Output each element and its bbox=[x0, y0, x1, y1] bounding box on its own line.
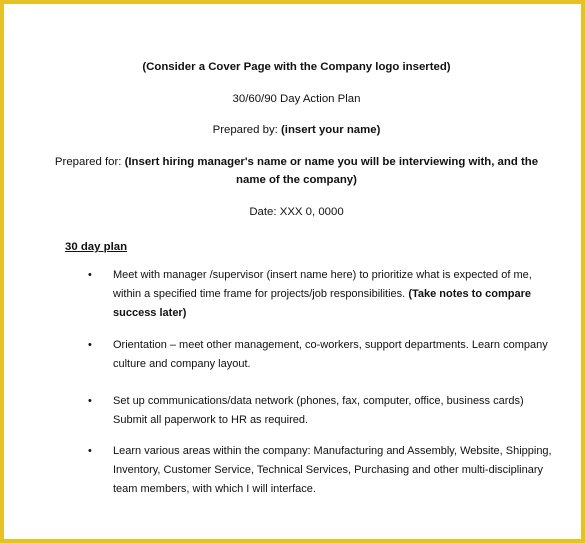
prepared-by-value: (insert your name) bbox=[281, 124, 381, 136]
bullet-icon: • bbox=[88, 269, 92, 281]
bullet-item-1-text: Meet with manager /supervisor (insert name here) to prioritize what is expected of me, within a specified time frame for projects/job responsibilities. bbox=[113, 269, 532, 300]
bullet-item-1 bbox=[113, 266, 553, 323]
bullet-item-1-note: (Take notes to compare success later) bbox=[113, 288, 531, 319]
prepared-for-line bbox=[8, 154, 585, 171]
cover-note: (Consider a Cover Page with the Company logo inserted) bbox=[142, 61, 451, 73]
bullet-item-3: Set up communications/data network (phones, fax, computer, office, business cards) Submit all paperwork to HR as required. bbox=[113, 395, 524, 426]
date-value: XXX 0, 0000 bbox=[279, 206, 344, 218]
prepared-for-value-cont: name of the company) bbox=[236, 174, 357, 186]
bullet-icon: • bbox=[88, 339, 92, 351]
date-label: Date: bbox=[249, 206, 277, 218]
bullet-icon: • bbox=[88, 445, 92, 457]
bullet-item-2: Orientation – meet other management, co-workers, support departments. Learn company culture and company layout. bbox=[113, 339, 548, 370]
bullet-item-4: Learn various areas within the company: Manufacturing and Assembly, Website, Shipping, Inventory, Customer Service, Technical Services, Purchasing and other multi-disciplinary team members, with which I will interface. bbox=[113, 445, 552, 495]
prepared-by-line bbox=[8, 122, 585, 139]
document-page bbox=[8, 8, 577, 535]
bullet-icon: • bbox=[88, 395, 92, 407]
prepared-by-label: Prepared by: bbox=[212, 124, 278, 136]
prepared-for-label: Prepared for: bbox=[54, 156, 122, 168]
date-line bbox=[8, 204, 585, 221]
section-heading-30-day: 30 day plan bbox=[65, 241, 128, 253]
plan-title: 30/60/90 Day Action Plan bbox=[232, 93, 361, 105]
prepared-for-value: (Insert hiring manager's name or name you will be interviewing with, and the bbox=[124, 156, 539, 168]
